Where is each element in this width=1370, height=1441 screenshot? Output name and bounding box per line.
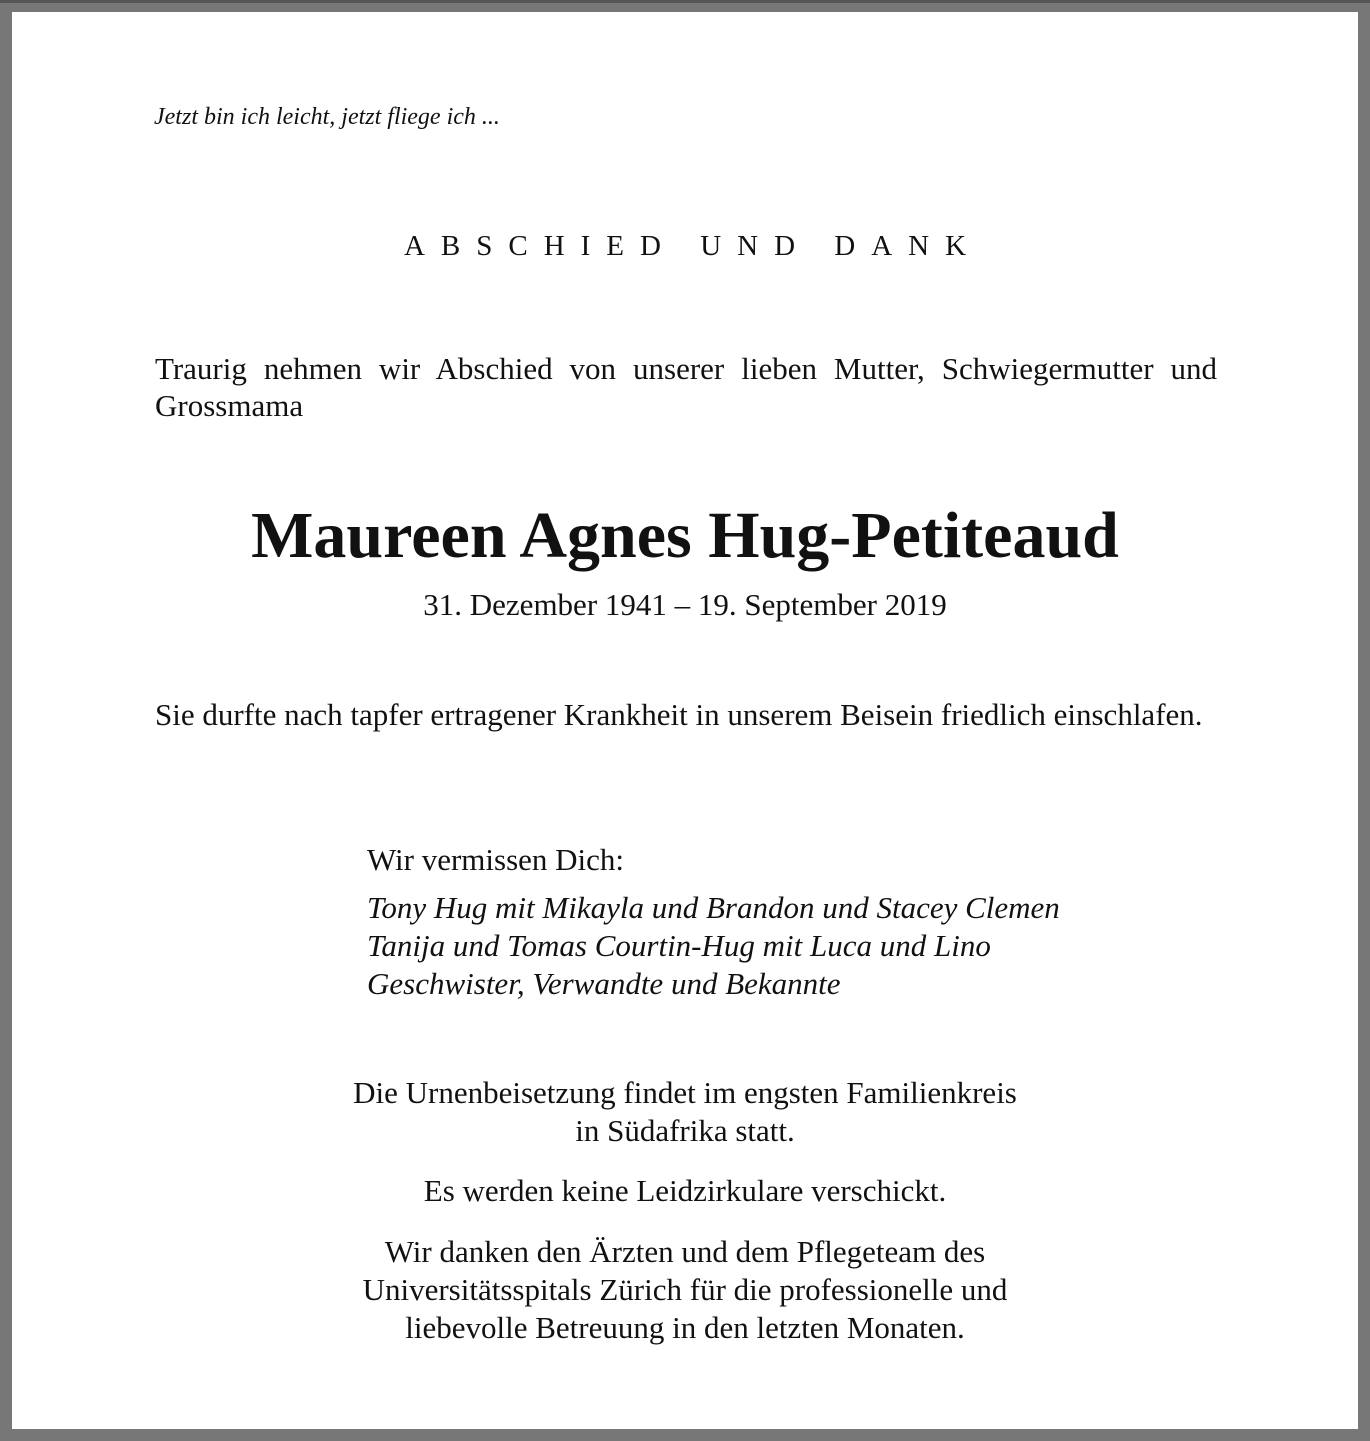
thanks-line: Wir danken den Ärzten und dem Pflegeteam des [384,1234,986,1269]
deceased-name: Maureen Agnes Hug-Petiteaud [251,499,1119,572]
heading: ABSCHIED UND DANK [403,230,983,262]
motto: Jetzt bin ich leicht, jetzt fliege ich ... [154,104,500,130]
burial-notice [12,1074,1358,1150]
thanks-line: liebevolle Betreuung in den letzten Monaten. [405,1310,965,1345]
family-line: Tanija und Tomas Courtin-Hug mit Luca und Lino [367,928,991,963]
death-text: Sie durfte nach tapfer ertragener Krankheit in unserem Beisein friedlich einschlafen. [155,697,1203,732]
frame-top-line [0,0,1370,3]
family-list [367,889,1060,1003]
miss-label: Wir vermissen Dich: [367,842,625,877]
intro-text: Traurig nehmen wir Abschied von unserer lieben Mutter, Schwiegermutter und Grossmama [155,351,1217,423]
family-line: Tony Hug mit Mikayla und Brandon und Stacey Clemen [367,890,1060,925]
obituary-page [12,12,1358,1429]
burial-line: in Südafrika statt. [575,1113,795,1148]
burial-line: Die Urnenbeisetzung findet im engsten Familienkreis [353,1075,1017,1110]
family-line: Geschwister, Verwandte und Bekannte [367,966,841,1001]
circulars-notice: Es werden keine Leidzirkulare verschickt. [423,1173,947,1208]
thanks-notice [12,1233,1358,1347]
thanks-line: Universitätsspitals Zürich für die professionelle und [362,1272,1008,1307]
life-dates: 31. Dezember 1941 – 19. September 2019 [423,587,947,622]
